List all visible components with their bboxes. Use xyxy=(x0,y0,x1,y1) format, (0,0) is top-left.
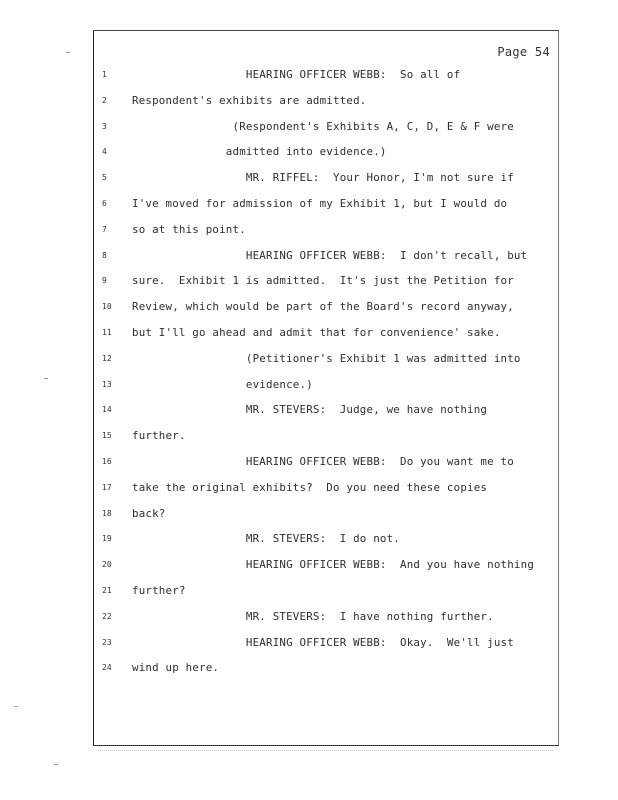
line-text: back? xyxy=(132,506,166,520)
transcript-line xyxy=(94,275,558,301)
line-number: 6 xyxy=(102,198,107,208)
transcript-line xyxy=(94,456,558,482)
line-text: MR. STEVERS: Judge, we have nothing xyxy=(132,403,488,417)
line-text: (Respondent's Exhibits A, C, D, E & F were xyxy=(132,119,514,133)
line-text: (Petitioner's Exhibit 1 was admitted into xyxy=(132,351,521,365)
line-number: 14 xyxy=(102,405,112,415)
line-number: 22 xyxy=(102,611,112,621)
transcript-page xyxy=(93,30,559,746)
line-number: 16 xyxy=(102,456,112,466)
line-text: further. xyxy=(132,429,186,443)
transcript-line xyxy=(94,482,558,508)
line-number: 18 xyxy=(102,508,112,518)
line-text: MR. RIFFEL: Your Honor, I'm not sure if xyxy=(132,171,514,185)
line-text: Review, which would be part of the Board's record anyway, xyxy=(132,300,514,314)
line-text: I've moved for admission of my Exhibit 1, but I would do xyxy=(132,196,508,210)
line-number: 11 xyxy=(102,327,112,337)
line-number: 8 xyxy=(102,250,107,260)
scan-mark xyxy=(54,764,58,765)
line-text: MR. STEVERS: I have nothing further. xyxy=(132,609,494,623)
line-number: 17 xyxy=(102,482,112,492)
line-number: 19 xyxy=(102,534,112,544)
line-text: evidence.) xyxy=(132,377,313,391)
line-number: 23 xyxy=(102,637,112,647)
transcript-line xyxy=(94,146,558,172)
line-number: 7 xyxy=(102,224,107,234)
scan-mark xyxy=(14,706,18,707)
transcript-line xyxy=(94,327,558,353)
transcript-line xyxy=(94,95,558,121)
line-number: 24 xyxy=(102,663,112,673)
line-number: 5 xyxy=(102,173,107,183)
scan-artifact-divider xyxy=(98,750,553,753)
line-text: wind up here. xyxy=(132,661,220,675)
scan-mark xyxy=(66,52,70,53)
line-text: HEARING OFFICER WEBB: And you have nothing xyxy=(132,558,535,572)
line-number: 12 xyxy=(102,353,112,363)
transcript-line xyxy=(94,559,558,585)
scan-mark xyxy=(44,378,48,379)
line-text: take the original exhibits? Do you need these copies xyxy=(132,480,488,494)
line-number: 9 xyxy=(102,276,107,286)
line-text: so at this point. xyxy=(132,222,246,236)
line-number: 3 xyxy=(102,121,107,131)
transcript-line xyxy=(94,301,558,327)
transcript-line xyxy=(94,404,558,430)
transcript-line xyxy=(94,250,558,276)
transcript-line xyxy=(94,430,558,456)
transcript-line xyxy=(94,379,558,405)
line-text: but I'll go ahead and admit that for convenience' sake. xyxy=(132,325,501,339)
line-number: 1 xyxy=(102,70,107,79)
line-text: HEARING OFFICER WEBB: So all of xyxy=(132,68,461,81)
line-number: 4 xyxy=(102,147,107,157)
line-number: 20 xyxy=(102,560,112,570)
transcript-line xyxy=(94,585,558,611)
line-text: Respondent's exhibits are admitted. xyxy=(132,93,367,107)
transcript-line xyxy=(94,611,558,637)
line-text: HEARING OFFICER WEBB: I don't recall, but xyxy=(132,248,528,262)
transcript-line xyxy=(94,198,558,224)
transcript-line xyxy=(94,172,558,198)
line-text: sure. Exhibit 1 is admitted. It's just the Petition for xyxy=(132,274,514,288)
transcript-line xyxy=(94,224,558,250)
transcript-body xyxy=(94,69,558,688)
transcript-line xyxy=(94,69,558,95)
line-text: further? xyxy=(132,583,186,597)
line-number: 21 xyxy=(102,585,112,595)
transcript-line xyxy=(94,637,558,663)
transcript-line xyxy=(94,662,558,688)
page-number-label: Page 54 xyxy=(497,45,550,59)
line-number: 2 xyxy=(102,95,107,105)
line-text: HEARING OFFICER WEBB: Do you want me to xyxy=(132,454,514,468)
transcript-line xyxy=(94,353,558,379)
line-number: 15 xyxy=(102,431,112,441)
line-text: HEARING OFFICER WEBB: Okay. We'll just xyxy=(132,635,514,649)
transcript-line xyxy=(94,121,558,147)
transcript-line xyxy=(94,508,558,534)
transcript-line xyxy=(94,533,558,559)
line-number: 13 xyxy=(102,379,112,389)
line-number: 10 xyxy=(102,302,112,312)
line-text: MR. STEVERS: I do not. xyxy=(132,532,401,546)
line-text: admitted into evidence.) xyxy=(132,145,387,159)
